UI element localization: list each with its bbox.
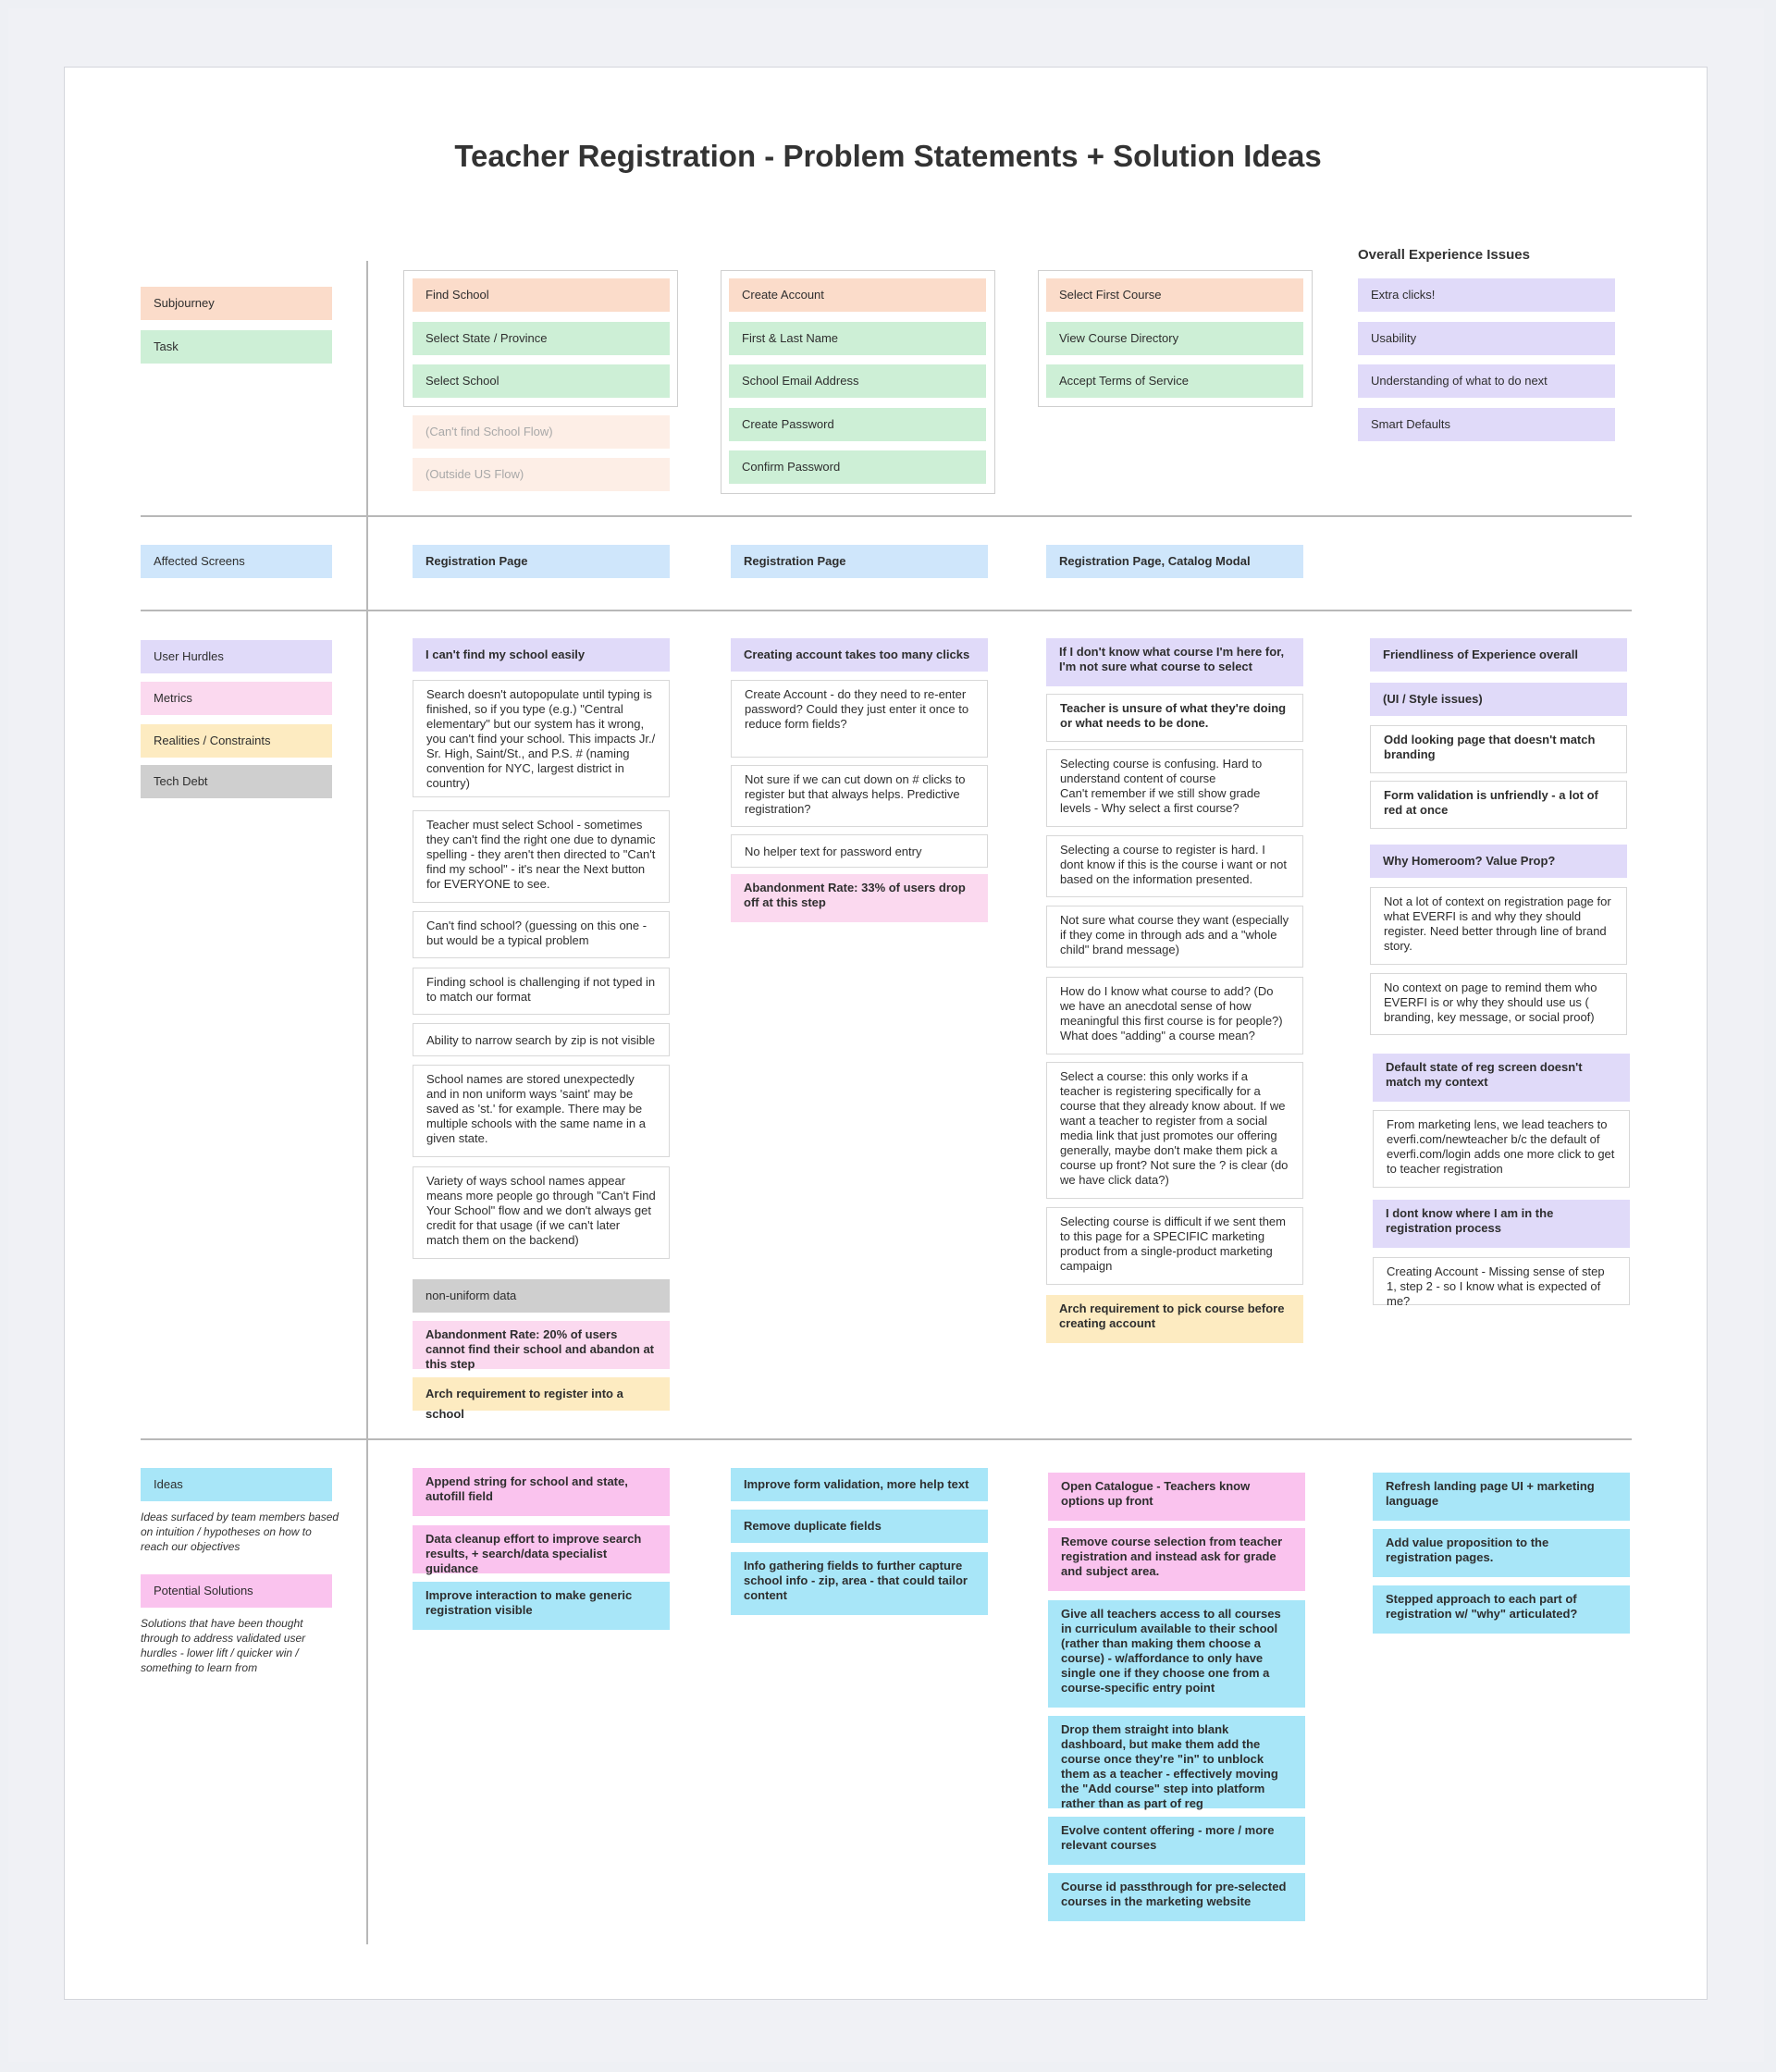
constraint-card: Arch requirement to register into a school: [413, 1377, 670, 1411]
idea-card: Give all teachers access to all courses in curriculum available to their school (rather than making them choose a course) - w/affordance to only have single one if they choose one from a course-specific entry point: [1048, 1600, 1305, 1708]
task-select-state: Select State / Province: [413, 322, 670, 355]
solution-card: Append string for school and state, autofill field: [413, 1468, 670, 1516]
hurdle-card: Finding school is challenging if not typed in to match our format: [413, 968, 670, 1015]
hurdle-card: I dont know where I am in the registration process: [1373, 1200, 1630, 1248]
overall-smart-defaults: Smart Defaults: [1358, 408, 1615, 441]
hurdle-card: If I don't know what course I'm here for, I'm not sure what course to select: [1046, 638, 1303, 686]
hurdle-card: Friendliness of Experience overall: [1370, 638, 1627, 672]
hurdle-card: No context on page to remind them who EVERFI is or why they should use us ( branding, key message, or social proof): [1370, 973, 1627, 1035]
idea-card: Improve interaction to make generic registration visible: [413, 1582, 670, 1630]
overall-extra-clicks: Extra clicks!: [1358, 278, 1615, 312]
row-divider-ideas: [141, 1438, 1632, 1440]
idea-card: Drop them straight into blank dashboard, but make them add the course once they're "in" to unblock them as a teacher - effectively moving the "Add course" step into platform rather than as part of reg: [1048, 1716, 1305, 1808]
hurdle-card: Form validation is unfriendly - a lot of red at once: [1370, 781, 1627, 829]
idea-card: Improve form validation, more help text: [731, 1468, 988, 1501]
screen-find-school: Registration Page: [413, 545, 670, 578]
solution-card: Open Catalogue - Teachers know options up front: [1048, 1473, 1305, 1521]
metric-card: Abandonment Rate: 33% of users drop off at this step: [731, 874, 988, 922]
solution-card: Data cleanup effort to improve search results, + search/data specialist guidance: [413, 1525, 670, 1573]
screen-select-course: Registration Page, Catalog Modal: [1046, 545, 1303, 578]
hurdle-card: Why Homeroom? Value Prop?: [1370, 845, 1627, 878]
legend-task: Task: [141, 330, 332, 364]
hurdle-card: Selecting a course to register is hard. I dont know if this is the course i want or not based on the information presented.: [1046, 835, 1303, 897]
hurdle-card: School names are stored unexpectedly and in non uniform ways 'saint' may be saved as 'st.' for example. There may be multiple schools with the same name in a given state.: [413, 1065, 670, 1157]
hurdle-card: Can't find school? (guessing on this one - but would be a typical problem: [413, 911, 670, 958]
hurdle-card: Create Account - do they need to re-enter password? Could they just enter it once to reduce form fields?: [731, 680, 988, 758]
hurdle-card: (UI / Style issues): [1370, 683, 1627, 716]
idea-card: Add value proposition to the registration pages.: [1373, 1529, 1630, 1577]
idea-card: Refresh landing page UI + marketing language: [1373, 1473, 1630, 1521]
legend-potential-note: Solutions that have been thought through to address validated user hurdles - lower lift / quicker win / something to learn from: [141, 1617, 306, 1674]
overall-usability: Usability: [1358, 322, 1615, 355]
legend-affected-screens: Affected Screens: [141, 545, 332, 578]
legend-user-hurdles: User Hurdles: [141, 640, 332, 673]
page-title: Teacher Registration - Problem Statements + Solution Ideas: [454, 139, 1322, 173]
idea-card: Remove duplicate fields: [731, 1510, 988, 1543]
legend-tech-debt: Tech Debt: [141, 765, 332, 798]
task-school-email: School Email Address: [729, 364, 986, 398]
legend-ideas-note: Ideas surfaced by team members based on intuition / hypotheses on how to reach our objectives: [141, 1511, 339, 1553]
hurdle-card: Teacher is unsure of what they're doing or what needs to be done.: [1046, 694, 1303, 742]
task-view-course-directory: View Course Directory: [1046, 322, 1303, 355]
task-select-school: Select School: [413, 364, 670, 398]
hurdle-card: Search doesn't autopopulate until typing is finished, so if you type (e.g.) "Central elementary" but our system has it wrong, you can't find your school. This impacts Jr./ Sr. High, Saint/St., and P.S. # (naming convention for NYC, largest district in country): [413, 680, 670, 797]
row-divider-journey: [141, 515, 1632, 517]
column-divider: [366, 261, 368, 1944]
hurdle-card: Teacher must select School - sometimes they can't find the right one due to dynamic spelling - they aren't then directed to "Can't find my school" - it's near the Next button for EVERYONE to see.: [413, 810, 670, 903]
hurdle-card: Variety of ways school names appear means more people go through "Can't Find Your School" flow and we don't always get credit for that usage (if we can't later match them on the backend): [413, 1166, 670, 1259]
idea-card: Course id passthrough for pre-selected courses in the marketing website: [1048, 1873, 1305, 1921]
task-confirm-password: Confirm Password: [729, 450, 986, 484]
subjourney-select-course: Select First Course: [1046, 278, 1303, 312]
hurdle-card: I can't find my school easily: [413, 638, 670, 672]
hurdle-card: Ability to narrow search by zip is not visible: [413, 1023, 670, 1056]
hurdle-card: Odd looking page that doesn't match branding: [1370, 725, 1627, 773]
screen-create-account: Registration Page: [731, 545, 988, 578]
hurdle-card: Creating Account - Missing sense of step 1, step 2 - so I know what is expected of me?: [1373, 1257, 1630, 1305]
hurdle-card: Default state of reg screen doesn't match my context: [1373, 1054, 1630, 1102]
hurdle-card: No helper text for password entry: [731, 834, 988, 868]
constraint-card: Arch requirement to pick course before creating account: [1046, 1295, 1303, 1343]
solution-card: Remove course selection from teacher registration and instead ask for grade and subject area.: [1048, 1528, 1305, 1591]
legend-potential-solutions: Potential Solutions: [141, 1574, 332, 1608]
task-first-last-name: First & Last Name: [729, 322, 986, 355]
flow-outside-us: (Outside US Flow): [413, 458, 670, 491]
metric-card: Abandonment Rate: 20% of users cannot find their school and abandon at this step: [413, 1321, 670, 1369]
hurdle-card: Selecting course is confusing. Hard to understand content of course Can't remember if we still show grade levels - Why select a first course?: [1046, 749, 1303, 827]
legend-ideas: Ideas: [141, 1468, 332, 1501]
hurdle-card: Not sure what course they want (especially if they come in through ads and a "whole child" brand message): [1046, 906, 1303, 968]
flow-cant-find-school: (Can't find School Flow): [413, 415, 670, 449]
task-accept-terms: Accept Terms of Service: [1046, 364, 1303, 398]
hurdle-card: Creating account takes too many clicks: [731, 638, 988, 672]
overall-understanding: Understanding of what to do next: [1358, 364, 1615, 398]
hurdle-card: Selecting course is difficult if we sent them to this page for a SPECIFIC marketing product from a single-product marketing campaign: [1046, 1207, 1303, 1285]
legend-subjourney: Subjourney: [141, 287, 332, 320]
overall-issues-header: Overall Experience Issues: [1358, 247, 1530, 263]
hurdle-card: Select a course: this only works if a teacher is registering specifically for a course that they already know about. If we want a teacher to register from a social media link that just promotes our offering generally, maybe don't make them pick a course up front? Not sure the ? is clear (do we have click data?): [1046, 1062, 1303, 1199]
idea-card: Info gathering fields to further capture school info - zip, area - that could tailor content: [731, 1552, 988, 1615]
hurdle-card: Not sure if we can cut down on # clicks to register but that always helps. Predictive registration?: [731, 765, 988, 827]
hurdle-card: From marketing lens, we lead teachers to everfi.com/newteacher b/c the default of everfi.com/login adds one more click to get to teacher registration: [1373, 1110, 1630, 1188]
idea-card: Evolve content offering - more / more relevant courses: [1048, 1817, 1305, 1865]
task-create-password: Create Password: [729, 408, 986, 441]
subjourney-find-school: Find School: [413, 278, 670, 312]
legend-metrics: Metrics: [141, 682, 332, 715]
idea-card: Stepped approach to each part of registration w/ "why" articulated?: [1373, 1585, 1630, 1634]
legend-realities: Realities / Constraints: [141, 724, 332, 758]
subjourney-create-account: Create Account: [729, 278, 986, 312]
hurdle-card: Not a lot of context on registration page for what EVERFI is and why they should register. Need better through line of brand story.: [1370, 887, 1627, 965]
tech-debt-card: non-uniform data: [413, 1279, 670, 1313]
row-divider-screens: [141, 610, 1632, 611]
hurdle-card: How do I know what course to add? (Do we have an anecdotal sense of how meaningful this first course is for people?) What does "adding" a course mean?: [1046, 977, 1303, 1054]
